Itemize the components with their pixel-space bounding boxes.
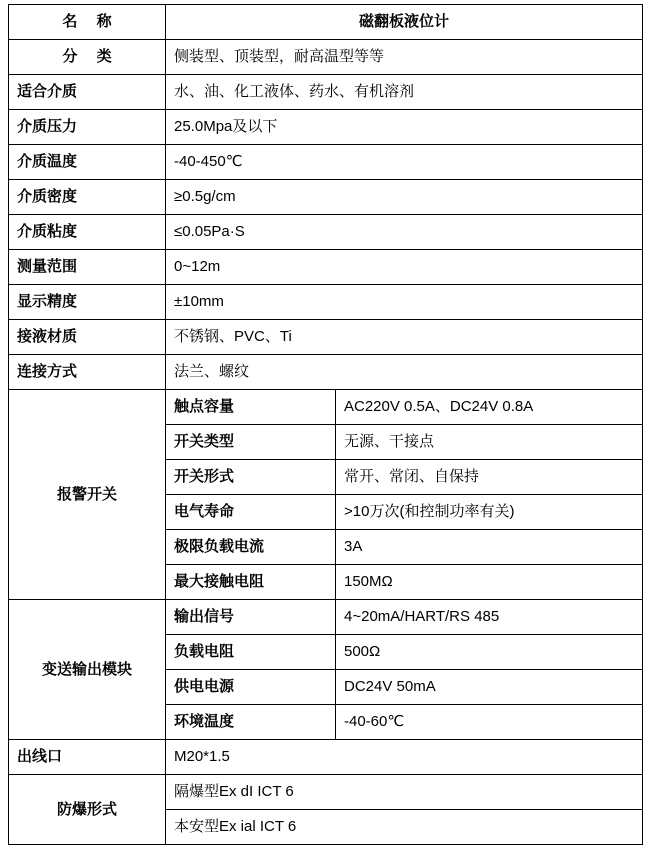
row-value: M20*1.5 (166, 740, 643, 775)
sub-row-label: 开关类型 (166, 425, 336, 460)
row-label: 介质粘度 (9, 215, 166, 250)
sub-row-label: 负载电阻 (166, 635, 336, 670)
row-value: 侧装型、顶装型，耐高温型等等 (166, 40, 643, 75)
row-label: 介质密度 (9, 180, 166, 215)
sub-row-label: 输出信号 (166, 600, 336, 635)
row-label: 适合介质 (9, 75, 166, 110)
table-row (9, 320, 643, 355)
sub-row-label: 环境温度 (166, 705, 336, 740)
row-value: -40-450℃ (166, 145, 643, 180)
sub-row-label: 供电电源 (166, 670, 336, 705)
row-value: 法兰、螺纹 (166, 355, 643, 390)
row-label: 连接方式 (9, 355, 166, 390)
table-row (9, 145, 643, 180)
sub-row-label: 极限负载电流 (166, 530, 336, 565)
group-label-alarm-switch: 报警开关 (9, 390, 166, 600)
row-value: 磁翻板液位计 (166, 5, 643, 40)
table-row (9, 740, 643, 775)
sub-row-value: 隔爆型Ex dI ICT 6 (166, 775, 643, 810)
row-value: ≥0.5g/cm (166, 180, 643, 215)
table-row (9, 600, 643, 635)
sub-row-value: 4~20mA/HART/RS 485 (336, 600, 643, 635)
sub-row-value: 本安型Ex ial ICT 6 (166, 810, 643, 845)
table-row (9, 5, 643, 40)
table-row (9, 285, 643, 320)
table-row (9, 180, 643, 215)
sub-row-value: DC24V 50mA (336, 670, 643, 705)
group-label-transmitter-module: 变送输出模块 (9, 600, 166, 740)
row-value: ±10mm (166, 285, 643, 320)
table-row (9, 75, 643, 110)
sub-row-value: >10万次(和控制功率有关) (336, 495, 643, 530)
sub-row-value: 常开、常闭、自保持 (336, 460, 643, 495)
row-label: 分 类 (9, 40, 166, 75)
sub-row-value: 500Ω (336, 635, 643, 670)
row-label: 名 称 (9, 5, 166, 40)
row-value: ≤0.05Pa·S (166, 215, 643, 250)
row-label: 接液材质 (9, 320, 166, 355)
sub-row-value: 150MΩ (336, 565, 643, 600)
row-value: 25.0Mpa及以下 (166, 110, 643, 145)
table-row (9, 250, 643, 285)
table-row (9, 355, 643, 390)
row-value: 不锈钢、PVC、Ti (166, 320, 643, 355)
row-value: 水、油、化工液体、药水、有机溶剂 (166, 75, 643, 110)
row-label: 介质温度 (9, 145, 166, 180)
row-label: 介质压力 (9, 110, 166, 145)
table-row (9, 40, 643, 75)
row-label: 出线口 (9, 740, 166, 775)
sub-row-label: 最大接触电阻 (166, 565, 336, 600)
table-row (9, 775, 643, 810)
table-row (9, 390, 643, 425)
table-row (9, 110, 643, 145)
sub-row-value: 无源、干接点 (336, 425, 643, 460)
sub-row-value: 3A (336, 530, 643, 565)
sub-row-value: AC220V 0.5A、DC24V 0.8A (336, 390, 643, 425)
group-label-explosion-proof: 防爆形式 (9, 775, 166, 845)
sub-row-label: 触点容量 (166, 390, 336, 425)
row-label: 测量范围 (9, 250, 166, 285)
specification-table (8, 4, 643, 845)
row-label: 显示精度 (9, 285, 166, 320)
sub-row-value: -40-60℃ (336, 705, 643, 740)
row-value: 0~12m (166, 250, 643, 285)
sub-row-label: 电气寿命 (166, 495, 336, 530)
sub-row-label: 开关形式 (166, 460, 336, 495)
table-row (9, 215, 643, 250)
